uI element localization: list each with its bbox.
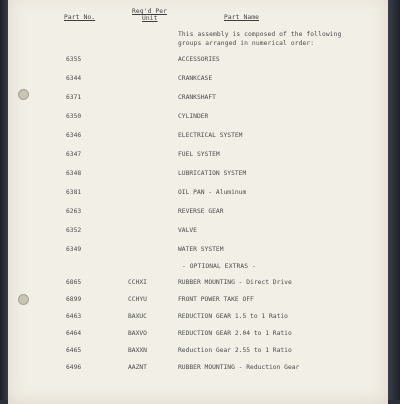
list-item: [8, 330, 388, 341]
list-item: [8, 170, 388, 181]
part-number: 6355: [66, 56, 82, 63]
list-item: [8, 296, 388, 307]
part-number: 6371: [66, 94, 82, 101]
list-item: [8, 75, 388, 86]
part-number: 6464: [66, 330, 82, 337]
req-code: CCHYU: [128, 296, 147, 303]
part-name: REVERSE GEAR: [178, 208, 224, 215]
list-item: [8, 246, 388, 257]
part-number: 6348: [66, 170, 82, 177]
col-part-no: Part No.: [64, 14, 96, 21]
part-name: OIL PAN - Aluminum: [178, 189, 247, 196]
part-name: FUEL SYSTEM: [178, 151, 220, 158]
part-name: CRANKCASE: [178, 75, 213, 82]
part-name: REDUCTION GEAR 2.04 to 1 Ratio: [178, 330, 292, 337]
part-name: Reduction Gear 2.55 to 1 Ratio: [178, 347, 292, 354]
req-code: BAXVO: [128, 330, 147, 337]
part-name: VALVE: [178, 227, 197, 234]
optional-heading: - OPTIONAL EXTRAS -: [182, 263, 256, 270]
part-number: 6347: [66, 151, 82, 158]
part-name: RUBBER MOUNTING - Direct Drive: [178, 279, 292, 286]
part-number: 6496: [66, 364, 82, 371]
part-name: LUBRICATION SYSTEM: [178, 170, 247, 177]
part-number: 6899: [66, 296, 82, 303]
part-number: 6865: [66, 279, 82, 286]
col-reqd-1: Req'd Per: [132, 8, 168, 15]
part-name: FRONT POWER TAKE OFF: [178, 296, 254, 303]
part-number: 6463: [66, 313, 82, 320]
list-item: [8, 113, 388, 124]
part-name: ACCESSORIES: [178, 56, 220, 63]
list-item: [8, 347, 388, 358]
part-number: 6263: [66, 208, 82, 215]
list-item: [8, 189, 388, 200]
part-name: ELECTRICAL SYSTEM: [178, 132, 243, 139]
part-name: CRANKSHAFT: [178, 94, 216, 101]
part-name: WATER SYSTEM: [178, 246, 224, 253]
list-item: [8, 56, 388, 67]
col-part-name: Part Name: [224, 14, 260, 21]
part-number: 6344: [66, 75, 82, 82]
document-page: [8, 0, 388, 404]
part-name: RUBBER MOUNTING - Reduction Gear: [178, 364, 300, 371]
binder-edge-right: [388, 0, 400, 400]
req-code: AAZNT: [128, 364, 147, 371]
req-code: CCHXI: [128, 279, 147, 286]
intro-line-2: groups arranged in numerical order:: [178, 40, 315, 47]
part-number: 6352: [66, 227, 82, 234]
part-number: 6346: [66, 132, 82, 139]
list-item: [8, 208, 388, 219]
list-item: [8, 279, 388, 290]
req-code: BAXUC: [128, 313, 147, 320]
req-code: BAXXN: [128, 347, 147, 354]
list-item: [8, 94, 388, 105]
part-name: REDUCTION GEAR 1.5 to 1 Ratio: [178, 313, 288, 320]
list-item: [8, 364, 388, 375]
part-number: 6381: [66, 189, 82, 196]
intro-line-1: This assembly is composed of the following: [178, 31, 342, 38]
part-name: CYLINDER: [178, 113, 209, 120]
col-reqd-2: Unit: [142, 15, 158, 22]
part-number: 6349: [66, 246, 82, 253]
part-number: 6465: [66, 347, 82, 354]
list-item: [8, 151, 388, 162]
list-item: [8, 227, 388, 238]
list-item: [8, 132, 388, 143]
part-number: 6350: [66, 113, 82, 120]
list-item: [8, 313, 388, 324]
